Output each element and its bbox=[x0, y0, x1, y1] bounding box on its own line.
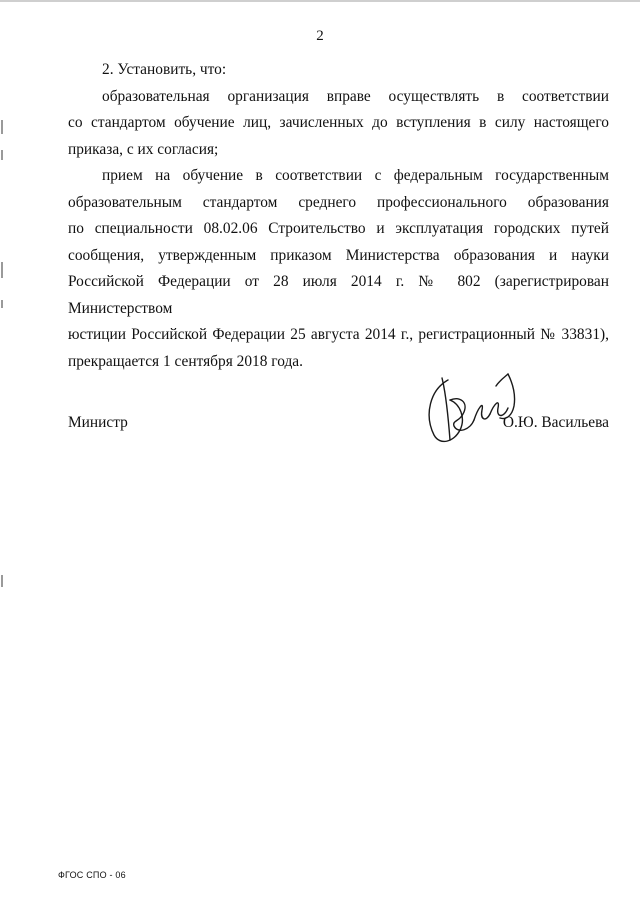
page-number: 2 bbox=[316, 28, 324, 44]
signature-block bbox=[68, 410, 609, 440]
signatory-name: О.Ю. Васильева bbox=[502, 414, 609, 431]
paragraph1-line: образовательная организация вправе осуществлять в соответствии bbox=[102, 87, 609, 105]
paragraph2-line: сообщения, утвержденным приказом Министерства образования и науки bbox=[68, 246, 609, 264]
paragraph2-line: Российской Федерации от 28 июля 2014 г. № 802 (зарегистрирован Министерством bbox=[68, 273, 609, 317]
paragraph1-line: приказа, с их согласия; bbox=[68, 140, 219, 158]
page-top-border bbox=[0, 0, 640, 2]
document-body bbox=[68, 57, 609, 375]
scan-edge-marks bbox=[0, 0, 6, 905]
intro-line bbox=[68, 57, 609, 84]
paragraph1-line: со стандартом обучение лиц, зачисленных до вступления в силу настоящего bbox=[68, 114, 609, 131]
paragraph2-line: прекращается 1 сентября 2018 года. bbox=[68, 352, 303, 370]
paragraph2-line: прием на обучение в соответствии с федеральным государственным bbox=[102, 167, 609, 184]
paragraph-education-organization bbox=[68, 84, 609, 164]
signatory-title: Министр bbox=[68, 414, 128, 431]
paragraph2-line: по специальности 08.02.06 Строительство и эксплуатация городских путей bbox=[68, 220, 609, 237]
footer-document-code: ФГОС СПО - 06 bbox=[58, 870, 126, 880]
paragraph2-line: образовательным стандартом среднего профессионального образования bbox=[68, 193, 609, 211]
intro-text: 2. Установить, что: bbox=[102, 61, 227, 78]
paragraph2-line: юстиции Российской Федерации 25 августа 2014 г., регистрационный № 33831), bbox=[68, 326, 609, 343]
paragraph-admission-termination bbox=[68, 163, 609, 375]
